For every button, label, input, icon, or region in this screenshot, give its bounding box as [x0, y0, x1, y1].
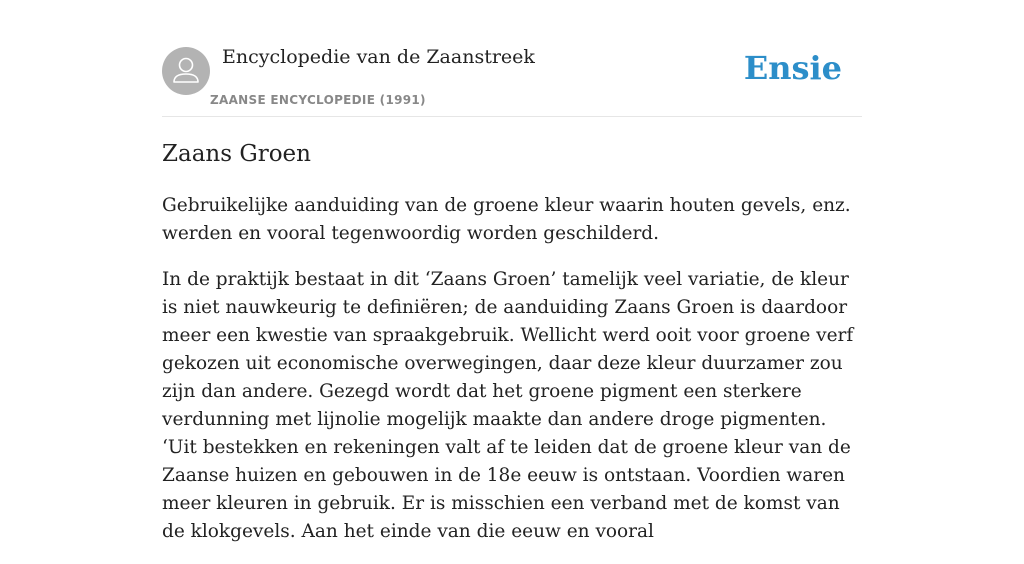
- entry-paragraph: Gebruikelijke aanduiding van de groene kleur waarin houten gevels, enz. werden en vooral tegenwoordig worden geschilderd.: [162, 195, 851, 244]
- book-title[interactable]: Encyclopedie van de Zaanstreek: [222, 46, 535, 68]
- user-icon: [162, 47, 210, 95]
- entry-paragraph: In de praktijk bestaat in dit ‘Zaans Groen’ tamelijk veel variatie, de kleur is niet nauwkeurig te definiëren; de aanduiding Zaans Groen is daardoor meer een kwestie van spraakgebruik. Wellicht werd ooit voor groene verf gekozen uit economische overwegingen, daar deze kleur duurzamer zou zijn dan andere. Gezegd wordt dat het groene pigment een sterkere verdunning met lijnolie mogelijk maakte dan andere droge pigmenten. ‘Uit bestekken en rekeningen valt af te leiden dat de groene kleur van de Zaanse huizen en gebouwen in de 18e eeuw is ontstaan. Voordien waren meer kleuren in gebruik. Er is misschien een verband met de komst van de klokgevels. Aan het einde van die eeuw en vooral: [162, 269, 854, 542]
- avatar[interactable]: [162, 47, 210, 95]
- ensie-logo[interactable]: Ensie: [743, 49, 842, 87]
- book-header: [162, 46, 862, 117]
- entry-title: Zaans Groen: [162, 141, 311, 167]
- book-subtitle: ZAANSE ENCYCLOPEDIE (1991): [210, 93, 426, 107]
- entry-content: [162, 138, 862, 564]
